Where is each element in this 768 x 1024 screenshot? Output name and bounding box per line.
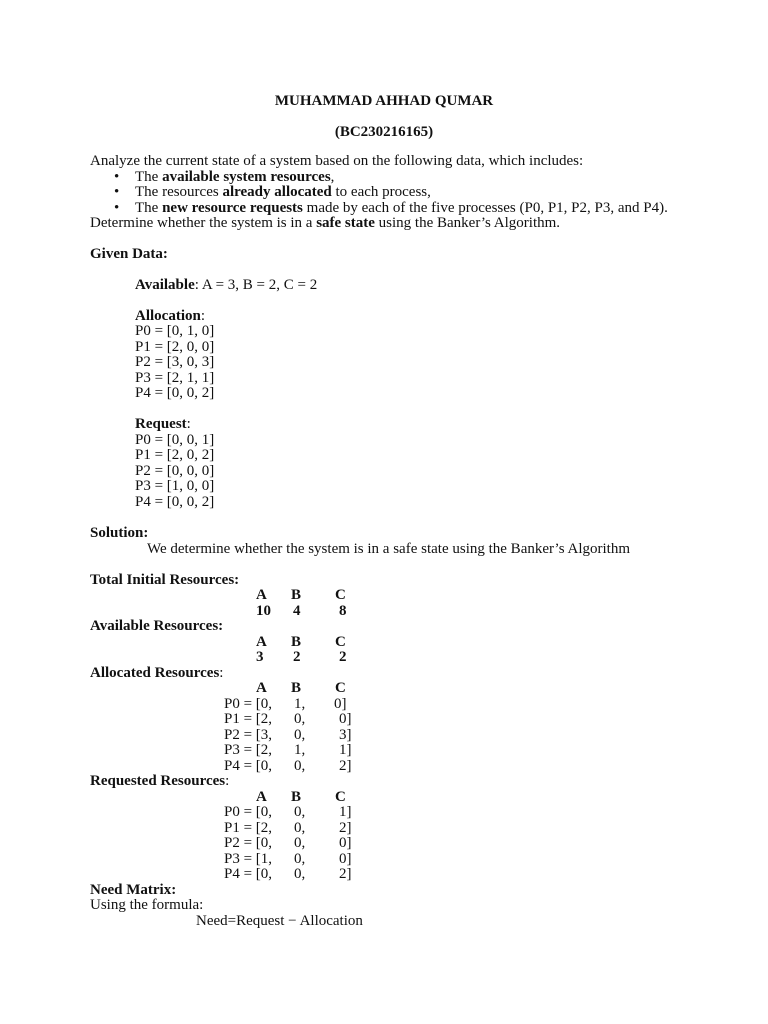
allocated-row-c: 1] bbox=[339, 742, 352, 758]
requested-heading: Requested Resources: bbox=[90, 773, 230, 789]
requested-row-a: P1 = [2, bbox=[224, 820, 273, 836]
allocated-row-b: 0, bbox=[294, 758, 306, 774]
available-line: Available: A = 3, B = 2, C = 2 bbox=[135, 277, 318, 293]
requested-row-a: P0 = [0, bbox=[224, 804, 273, 820]
requested-row-b: 0, bbox=[294, 851, 306, 867]
bullet-item: The resources already allocated to each process, bbox=[135, 184, 431, 200]
col-header-c: C bbox=[335, 634, 346, 650]
allocated-row-a: P2 = [3, bbox=[224, 727, 273, 743]
col-header-c: C bbox=[335, 587, 346, 603]
col-header-a: A bbox=[256, 680, 267, 696]
requested-row-c: 2] bbox=[339, 820, 352, 836]
request-row: P2 = [0, 0, 0] bbox=[135, 463, 215, 479]
requested-row-b: 0, bbox=[294, 820, 306, 836]
requested-row-b: 0, bbox=[294, 835, 306, 851]
given-heading: Given Data: bbox=[90, 246, 168, 262]
col-header-a: A bbox=[256, 789, 267, 805]
total-heading: Total Initial Resources: bbox=[90, 572, 240, 588]
request-row: P4 = [0, 0, 2] bbox=[135, 494, 215, 510]
requested-row-a: P4 = [0, bbox=[224, 866, 273, 882]
available-heading: Available Resources: bbox=[90, 618, 224, 634]
allocated-row-a: P0 = [0, bbox=[224, 696, 273, 712]
intro-lead: Analyze the current state of a system based on the following data, which includes: bbox=[90, 153, 584, 169]
allocated-row-c: 2] bbox=[339, 758, 352, 774]
col-header-b: B bbox=[291, 587, 302, 603]
available-value-a: 3 bbox=[256, 649, 264, 665]
allocated-row-b: 1, bbox=[294, 696, 306, 712]
requested-row-c: 1] bbox=[339, 804, 352, 820]
allocated-row-c: 0] bbox=[334, 696, 347, 712]
request-heading: Request: bbox=[135, 416, 191, 432]
student-id: (BC230216165) bbox=[334, 124, 434, 140]
bullet-item: The available system resources, bbox=[135, 169, 335, 185]
bullet-item: The new resource requests made by each of the five processes (P0, P1, P2, P3, and P4). bbox=[135, 200, 668, 216]
allocation-row: P2 = [3, 0, 3] bbox=[135, 354, 215, 370]
bullet-icon: • bbox=[114, 200, 120, 216]
allocated-row-b: 1, bbox=[294, 742, 306, 758]
bullet-icon: • bbox=[114, 184, 120, 200]
available-value-b: 2 bbox=[293, 649, 301, 665]
request-row: P1 = [2, 0, 2] bbox=[135, 447, 215, 463]
col-header-c: C bbox=[335, 789, 346, 805]
requested-row-a: P3 = [1, bbox=[224, 851, 273, 867]
requested-row-b: 0, bbox=[294, 866, 306, 882]
requested-row-a: P2 = [0, bbox=[224, 835, 273, 851]
allocation-row: P3 = [2, 1, 1] bbox=[135, 370, 215, 386]
allocated-row-c: 0] bbox=[339, 711, 352, 727]
allocation-row: P0 = [0, 1, 0] bbox=[135, 323, 215, 339]
total-value-b: 4 bbox=[293, 603, 301, 619]
col-header-a: A bbox=[256, 587, 267, 603]
solution-heading: Solution: bbox=[90, 525, 149, 541]
determine-line: Determine whether the system is in a safe state using the Banker’s Algorithm. bbox=[90, 215, 561, 231]
request-row: P3 = [1, 0, 0] bbox=[135, 478, 215, 494]
solution-text: We determine whether the system is in a safe state using the Banker’s Algorithm bbox=[147, 541, 630, 557]
col-header-a: A bbox=[256, 634, 267, 650]
allocation-row: P1 = [2, 0, 0] bbox=[135, 339, 215, 355]
bullet-icon: • bbox=[114, 169, 120, 185]
requested-row-c: 0] bbox=[339, 835, 352, 851]
need-heading: Need Matrix: bbox=[90, 882, 177, 898]
allocated-row-a: P1 = [2, bbox=[224, 711, 273, 727]
allocated-row-b: 0, bbox=[294, 711, 306, 727]
allocation-heading: Allocation: bbox=[135, 308, 206, 324]
requested-row-c: 2] bbox=[339, 866, 352, 882]
col-header-b: B bbox=[291, 789, 302, 805]
total-value-a: 10 bbox=[256, 603, 271, 619]
allocated-row-a: P3 = [2, bbox=[224, 742, 273, 758]
allocated-row-a: P4 = [0, bbox=[224, 758, 273, 774]
col-header-c: C bbox=[335, 680, 346, 696]
allocated-heading: Allocated Resources: bbox=[90, 665, 224, 681]
need-using: Using the formula: bbox=[90, 897, 204, 913]
allocated-row-b: 0, bbox=[294, 727, 306, 743]
requested-row-c: 0] bbox=[339, 851, 352, 867]
col-header-b: B bbox=[291, 634, 302, 650]
available-value-c: 2 bbox=[339, 649, 347, 665]
allocation-row: P4 = [0, 0, 2] bbox=[135, 385, 215, 401]
author-name: MUHAMMAD AHHAD QUMAR bbox=[274, 93, 494, 109]
request-row: P0 = [0, 0, 1] bbox=[135, 432, 215, 448]
requested-row-b: 0, bbox=[294, 804, 306, 820]
allocated-row-c: 3] bbox=[339, 727, 352, 743]
col-header-b: B bbox=[291, 680, 302, 696]
total-value-c: 8 bbox=[339, 603, 347, 619]
need-formula: Need=Request − Allocation bbox=[196, 913, 363, 929]
